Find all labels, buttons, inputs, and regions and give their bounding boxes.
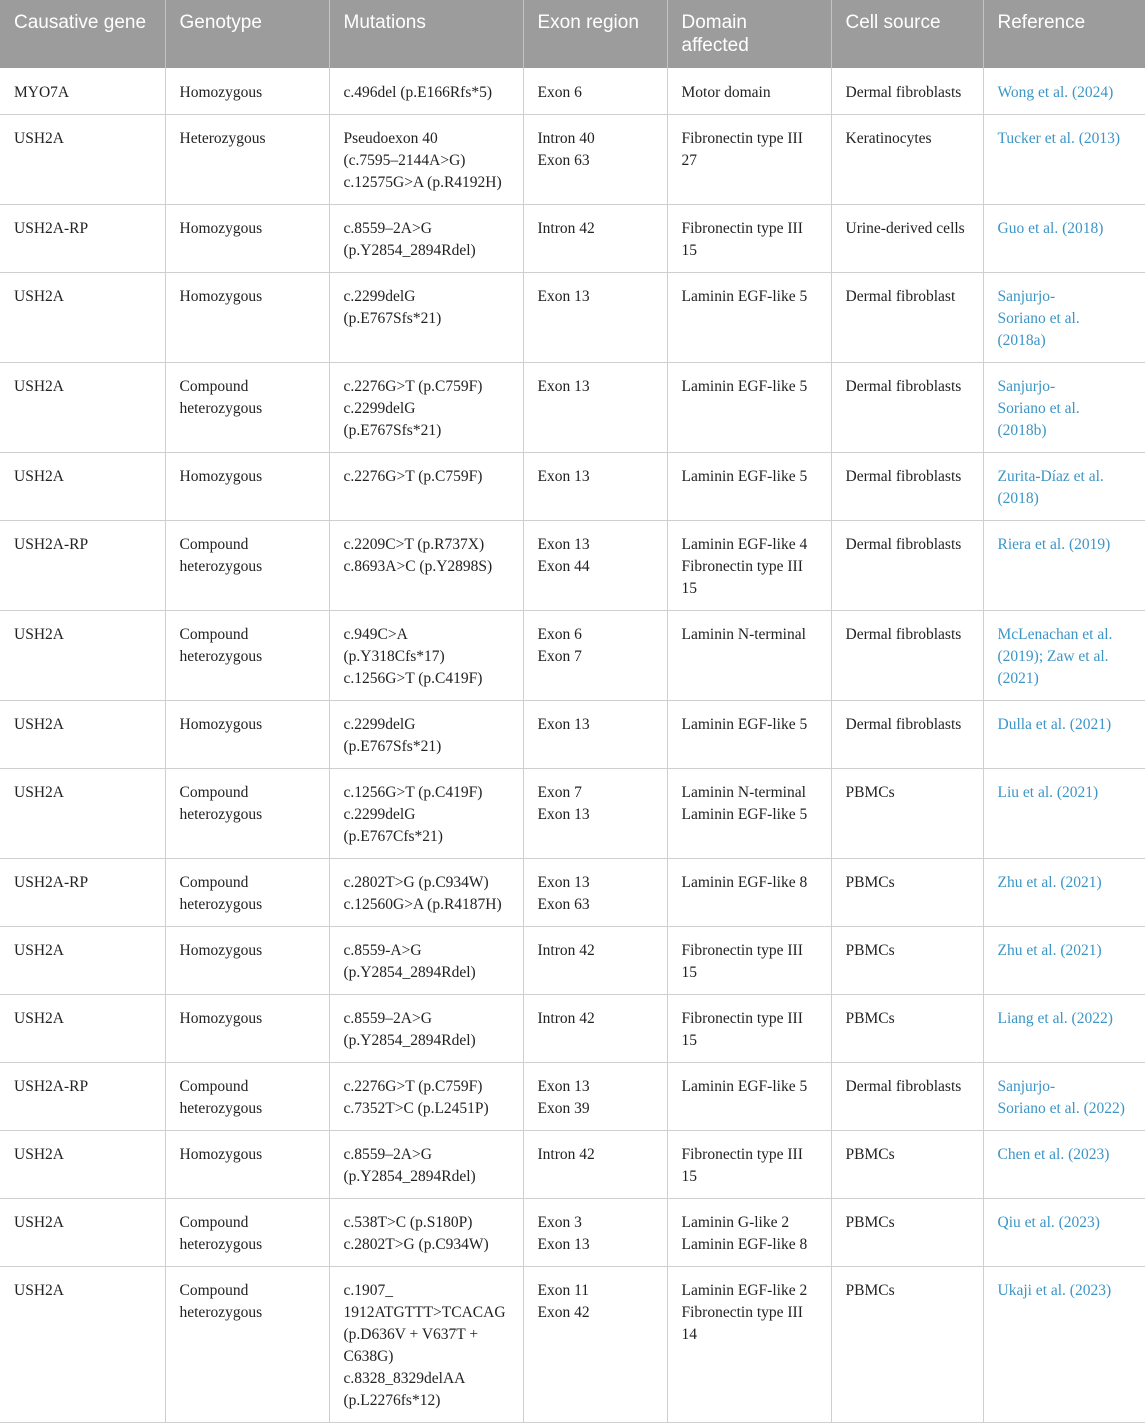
genotype-cell: Homozygous [165, 995, 329, 1063]
gene-cell: USH2A [0, 995, 165, 1063]
mutations-cell-line: c.2299delG [343, 400, 416, 417]
table-row [0, 611, 1145, 701]
mutations-cell [329, 205, 523, 273]
genotype-cell: Compound heterozygous [165, 769, 329, 859]
mutations-cell [329, 701, 523, 769]
cell-source-cell: PBMCs [831, 1131, 983, 1199]
reference-link-line[interactable]: Riera et al. (2019) [997, 536, 1111, 553]
table-row [0, 273, 1145, 363]
reference-link-line[interactable]: Sanjurjo- [997, 1078, 1056, 1095]
mutations-cell-line: c.8559–2A>G [343, 1146, 432, 1163]
genotype-cell: Homozygous [165, 927, 329, 995]
mutations-cell [329, 115, 523, 205]
mutations-cell-line: (c.7595–2144A>G) [343, 152, 466, 169]
reference-link [983, 205, 1145, 273]
reference-link-line[interactable]: Zurita-Díaz et al. [997, 468, 1104, 485]
cell-source-cell: Dermal fibroblast [831, 273, 983, 363]
domain-affected-cell [667, 363, 831, 453]
reference-link-line[interactable]: (2018) [997, 490, 1039, 507]
domain-affected-cell-line: Laminin EGF-like 5 [681, 468, 808, 485]
mutations-cell-line: c.8328_8329delAA [343, 1370, 466, 1387]
domain-affected-cell-line: Fibronectin type III [681, 1010, 803, 1027]
reference-link-line[interactable]: Liang et al. (2022) [997, 1010, 1113, 1027]
exon-region-cell-line: Exon 13 [537, 1078, 590, 1095]
genotype-cell: Compound heterozygous [165, 859, 329, 927]
mutations-cell-line: (p.E767Sfs*21) [343, 310, 442, 327]
domain-affected-cell-line: Laminin EGF-like 5 [681, 1078, 808, 1095]
mutations-cell-line: 1912ATGTTT>TCACAG [343, 1304, 506, 1321]
exon-region-cell [523, 1267, 667, 1423]
exon-region-cell-line: Exon 7 [537, 784, 582, 801]
exon-region-cell [523, 273, 667, 363]
reference-link [983, 363, 1145, 453]
domain-affected-cell-line: Laminin EGF-like 5 [681, 288, 808, 305]
domain-affected-cell [667, 68, 831, 115]
mutations-cell-line: c.12575G>A (p.R4192H) [343, 174, 502, 191]
domain-affected-cell-line: Laminin N-terminal [681, 626, 806, 643]
exon-region-cell [523, 995, 667, 1063]
mutations-cell-line: (p.E767Sfs*21) [343, 422, 442, 439]
exon-region-cell [523, 611, 667, 701]
mutations-cell [329, 1199, 523, 1267]
genotype-cell: Heterozygous [165, 115, 329, 205]
gene-cell: USH2A-RP [0, 521, 165, 611]
table-row [0, 1131, 1145, 1199]
reference-link-line[interactable]: (2019); Zaw et al. [997, 648, 1109, 665]
exon-region-cell-line: Exon 13 [537, 806, 590, 823]
mutations-cell-line: c.2299delG [343, 716, 416, 733]
table-row [0, 68, 1145, 115]
mutations-cell [329, 521, 523, 611]
reference-link [983, 273, 1145, 363]
table-row [0, 115, 1145, 205]
mutations-cell [329, 769, 523, 859]
domain-affected-cell [667, 115, 831, 205]
reference-link [983, 1199, 1145, 1267]
domain-affected-cell [667, 453, 831, 521]
domain-affected-cell-line: Laminin EGF-like 5 [681, 806, 808, 823]
table-row [0, 1267, 1145, 1423]
reference-link [983, 701, 1145, 769]
domain-affected-cell-line: Laminin EGF-like 8 [681, 874, 808, 891]
exon-region-cell-line: Intron 40 [537, 130, 595, 147]
reference-link-line[interactable]: (2021) [997, 670, 1039, 687]
mutations-cell-line: c.538T>C (p.S180P) [343, 1214, 473, 1231]
exon-region-cell-line: Exon 13 [537, 874, 590, 891]
reference-link-line[interactable]: Soriano et al. [997, 400, 1080, 417]
exon-region-cell [523, 1131, 667, 1199]
domain-affected-cell-line: 15 [681, 964, 697, 981]
header-domain-affected: Domain affected [667, 0, 831, 68]
reference-link [983, 995, 1145, 1063]
mutations-cell-line: (p.Y2854_2894Rdel) [343, 242, 476, 259]
genotype-cell: Compound heterozygous [165, 611, 329, 701]
exon-region-cell [523, 205, 667, 273]
domain-affected-cell-line: Fibronectin type III [681, 942, 803, 959]
reference-link [983, 769, 1145, 859]
exon-region-cell-line: Exon 13 [537, 288, 590, 305]
gene-cell: USH2A [0, 1199, 165, 1267]
reference-link [983, 453, 1145, 521]
genotype-cell: Compound heterozygous [165, 1199, 329, 1267]
exon-region-cell-line: Exon 13 [537, 378, 590, 395]
reference-link-line[interactable]: Liu et al. (2021) [997, 784, 1099, 801]
gene-cell: USH2A [0, 611, 165, 701]
reference-link-line[interactable]: (2018b) [997, 422, 1047, 439]
cell-source-cell: Dermal fibroblasts [831, 1063, 983, 1131]
mutations-cell [329, 68, 523, 115]
table-row [0, 769, 1145, 859]
exon-region-cell [523, 1199, 667, 1267]
cell-source-cell: PBMCs [831, 1199, 983, 1267]
exon-region-cell [523, 521, 667, 611]
exon-region-cell-line: Exon 6 [537, 84, 582, 101]
reference-link [983, 115, 1145, 205]
genotype-cell: Compound heterozygous [165, 1063, 329, 1131]
header-causative-gene: Causative gene [0, 0, 165, 68]
reference-link [983, 611, 1145, 701]
table-row [0, 1199, 1145, 1267]
domain-affected-cell [667, 995, 831, 1063]
exon-region-cell [523, 68, 667, 115]
mutations-cell-line: C638G) [343, 1348, 394, 1365]
cell-source-cell: PBMCs [831, 859, 983, 927]
cell-source-cell: PBMCs [831, 927, 983, 995]
mutations-cell-line: c.2209C>T (p.R737X) [343, 536, 485, 553]
mutations-cell [329, 1267, 523, 1423]
domain-affected-cell-line: Motor domain [681, 84, 771, 101]
exon-region-cell-line: Exon 13 [537, 536, 590, 553]
exon-region-cell [523, 363, 667, 453]
header-exon-region: Exon region [523, 0, 667, 68]
genotype-cell: Compound heterozygous [165, 1267, 329, 1423]
domain-affected-cell-line: 15 [681, 580, 697, 597]
domain-affected-cell-line: Fibronectin type III [681, 1146, 803, 1163]
domain-affected-cell-line: Laminin EGF-like 4 [681, 536, 808, 553]
reference-link-line[interactable]: Soriano et al. (2022) [997, 1100, 1125, 1117]
mutations-cell-line: Pseudoexon 40 [343, 130, 438, 147]
exon-region-cell [523, 927, 667, 995]
mutations-cell-line: c.949C>A [343, 626, 408, 643]
mutations-cell-line: c.496del (p.E166Rfs*5) [343, 84, 493, 101]
exon-region-cell-line: Intron 42 [537, 942, 595, 959]
exon-region-cell [523, 115, 667, 205]
domain-affected-cell [667, 273, 831, 363]
mutations-cell-line: c.7352T>C (p.L2451P) [343, 1100, 489, 1117]
genotype-cell: Homozygous [165, 453, 329, 521]
genotype-cell: Homozygous [165, 701, 329, 769]
mutations-cell-line: (p.Y318Cfs*17) [343, 648, 445, 665]
mutations-cell-line: c.2276G>T (p.C759F) [343, 1078, 483, 1095]
domain-affected-cell-line: Fibronectin type III [681, 1304, 803, 1321]
mutations-cell [329, 611, 523, 701]
exon-region-cell [523, 1063, 667, 1131]
gene-cell: USH2A [0, 1131, 165, 1199]
header-genotype: Genotype [165, 0, 329, 68]
domain-affected-cell-line: Fibronectin type III [681, 558, 803, 575]
domain-affected-cell [667, 1267, 831, 1423]
reference-link-line[interactable]: (2018a) [997, 332, 1046, 349]
exon-region-cell-line: Intron 42 [537, 1010, 595, 1027]
mutations-cell [329, 453, 523, 521]
reference-link [983, 859, 1145, 927]
mutations-cell-line: c.2299delG [343, 806, 416, 823]
cell-source-cell: Dermal fibroblasts [831, 611, 983, 701]
exon-region-cell-line: Exon 11 [537, 1282, 590, 1299]
mutations-cell [329, 927, 523, 995]
mutations-cell [329, 273, 523, 363]
mutations-cell-line: (p.Y2854_2894Rdel) [343, 1168, 476, 1185]
reference-link-line[interactable]: Zhu et al. (2021) [997, 942, 1102, 959]
reference-link [983, 521, 1145, 611]
cell-source-cell: PBMCs [831, 1267, 983, 1423]
table-header [0, 0, 1145, 68]
domain-affected-cell-line: 27 [681, 152, 697, 169]
cell-source-cell: Dermal fibroblasts [831, 68, 983, 115]
genotype-cell: Compound heterozygous [165, 521, 329, 611]
reference-link [983, 1063, 1145, 1131]
reference-link-line[interactable]: Dulla et al. (2021) [997, 716, 1112, 733]
reference-link [983, 1267, 1145, 1423]
exon-region-cell-line: Exon 13 [537, 1236, 590, 1253]
mutations-cell-line: c.2802T>G (p.C934W) [343, 1236, 489, 1253]
exon-region-cell-line: Exon 7 [537, 648, 582, 665]
genotype-cell: Homozygous [165, 1131, 329, 1199]
exon-region-cell [523, 859, 667, 927]
domain-affected-cell-line: Laminin EGF-like 2 [681, 1282, 808, 1299]
gene-cell: USH2A [0, 115, 165, 205]
exon-region-cell-line: Exon 3 [537, 1214, 582, 1231]
reference-link-line[interactable]: Sanjurjo- [997, 288, 1056, 305]
gene-cell: USH2A [0, 363, 165, 453]
exon-region-cell-line: Exon 44 [537, 558, 590, 575]
table-row [0, 453, 1145, 521]
domain-affected-cell-line: Laminin EGF-like 5 [681, 716, 808, 733]
reference-link [983, 68, 1145, 115]
mutations-cell-line: (p.D636V + V637T + [343, 1326, 479, 1343]
exon-region-cell-line: Exon 6 [537, 626, 582, 643]
exon-region-cell-line: Exon 13 [537, 716, 590, 733]
domain-affected-cell-line: 15 [681, 1168, 697, 1185]
mutations-cell-line: c.2802T>G (p.C934W) [343, 874, 489, 891]
genotype-cell: Compound heterozygous [165, 363, 329, 453]
cell-source-cell: PBMCs [831, 995, 983, 1063]
mutations-cell-line: c.1256G>T (p.C419F) [343, 784, 483, 801]
domain-affected-cell [667, 859, 831, 927]
exon-region-cell-line: Exon 63 [537, 896, 590, 913]
mutations-cell-line: (p.E767Sfs*21) [343, 738, 442, 755]
domain-affected-cell-line: Fibronectin type III [681, 130, 803, 147]
mutations-cell-line: c.2276G>T (p.C759F) [343, 378, 483, 395]
reference-link-line[interactable]: Tucker et al. (2013) [997, 130, 1121, 147]
mutations-cell-line: c.1256G>T (p.C419F) [343, 670, 483, 687]
table-row [0, 859, 1145, 927]
exon-region-cell-line: Exon 42 [537, 1304, 590, 1321]
mutations-cell-line: c.2299delG [343, 288, 416, 305]
exon-region-cell [523, 701, 667, 769]
gene-cell: USH2A [0, 701, 165, 769]
mutations-cell [329, 1063, 523, 1131]
header-mutations: Mutations [329, 0, 523, 68]
gene-cell: USH2A-RP [0, 859, 165, 927]
cell-source-cell: Dermal fibroblasts [831, 453, 983, 521]
mutations-cell-line: c.8559–2A>G [343, 220, 432, 237]
mutations-cell [329, 363, 523, 453]
domain-affected-cell-line: Laminin N-terminal [681, 784, 806, 801]
header-row [0, 0, 1145, 68]
exon-region-cell [523, 453, 667, 521]
mutations-cell-line: c.2276G>T (p.C759F) [343, 468, 483, 485]
domain-affected-cell [667, 611, 831, 701]
cell-source-cell: PBMCs [831, 769, 983, 859]
header-cell-source: Cell source [831, 0, 983, 68]
genotype-cell: Homozygous [165, 205, 329, 273]
reference-link-line[interactable]: Chen et al. (2023) [997, 1146, 1110, 1163]
domain-affected-cell [667, 205, 831, 273]
mutations-cell [329, 859, 523, 927]
genotype-cell: Homozygous [165, 273, 329, 363]
mutations-cell-line: c.12560G>A (p.R4187H) [343, 896, 502, 913]
gene-cell: USH2A [0, 927, 165, 995]
domain-affected-cell-line: Fibronectin type III [681, 220, 803, 237]
table-row [0, 927, 1145, 995]
gene-cell: USH2A-RP [0, 1063, 165, 1131]
mutations-cell-line: (p.E767Cfs*21) [343, 828, 443, 845]
exon-region-cell-line: Exon 13 [537, 468, 590, 485]
genotype-cell: Homozygous [165, 68, 329, 115]
mutations-cell-line: c.8693A>C (p.Y2898S) [343, 558, 493, 575]
domain-affected-cell [667, 1063, 831, 1131]
mutations-cell-line: c.1907_ [343, 1282, 394, 1299]
table-body [0, 68, 1145, 1423]
gene-cell: MYO7A [0, 68, 165, 115]
gene-cell: USH2A [0, 769, 165, 859]
exon-region-cell [523, 769, 667, 859]
domain-affected-cell-line: Laminin G-like 2 [681, 1214, 790, 1231]
domain-affected-cell [667, 1131, 831, 1199]
reference-link-line[interactable]: Guo et al. (2018) [997, 220, 1104, 237]
mutations-cell-line: c.8559–2A>G [343, 1010, 432, 1027]
cell-source-cell: Dermal fibroblasts [831, 363, 983, 453]
domain-affected-cell [667, 521, 831, 611]
domain-affected-cell [667, 701, 831, 769]
mutations-cell-line: (p.L2276fs*12) [343, 1392, 441, 1409]
exon-region-cell-line: Intron 42 [537, 1146, 595, 1163]
table-row [0, 205, 1145, 273]
reference-link-line[interactable]: Zhu et al. (2021) [997, 874, 1102, 891]
gene-cell: USH2A [0, 453, 165, 521]
domain-affected-cell [667, 1199, 831, 1267]
mutations-cell [329, 995, 523, 1063]
gene-cell: USH2A [0, 1267, 165, 1423]
reference-link [983, 927, 1145, 995]
reference-link-line[interactable]: Qiu et al. (2023) [997, 1214, 1100, 1231]
reference-link-line[interactable]: Ukaji et al. (2023) [997, 1282, 1112, 1299]
mutations-cell-line: (p.Y2854_2894Rdel) [343, 964, 476, 981]
domain-affected-cell-line: 14 [681, 1326, 697, 1343]
mutations-cell-line: (p.Y2854_2894Rdel) [343, 1032, 476, 1049]
domain-affected-cell [667, 927, 831, 995]
cell-source-cell: Dermal fibroblasts [831, 521, 983, 611]
exon-region-cell-line: Intron 42 [537, 220, 595, 237]
reference-link [983, 1131, 1145, 1199]
reference-link-line[interactable]: Wong et al. (2024) [997, 84, 1114, 101]
gene-cell: USH2A [0, 273, 165, 363]
mutations-cell [329, 1131, 523, 1199]
reference-link-line[interactable]: Soriano et al. [997, 310, 1080, 327]
cell-source-cell: Keratinocytes [831, 115, 983, 205]
domain-affected-cell-line: Laminin EGF-like 5 [681, 378, 808, 395]
domain-affected-cell-line: Laminin EGF-like 8 [681, 1236, 808, 1253]
domain-affected-cell-line: 15 [681, 1032, 697, 1049]
exon-region-cell-line: Exon 39 [537, 1100, 590, 1117]
table-row [0, 363, 1145, 453]
table-row [0, 995, 1145, 1063]
table-row [0, 521, 1145, 611]
reference-link-line[interactable]: Sanjurjo- [997, 378, 1056, 395]
cell-source-cell: Dermal fibroblasts [831, 701, 983, 769]
table-row [0, 701, 1145, 769]
table-row [0, 1063, 1145, 1131]
gene-cell: USH2A-RP [0, 205, 165, 273]
header-reference: Reference [983, 0, 1145, 68]
domain-affected-cell [667, 769, 831, 859]
domain-affected-cell-line: 15 [681, 242, 697, 259]
mutations-cell-line: c.8559-A>G [343, 942, 422, 959]
exon-region-cell-line: Exon 63 [537, 152, 590, 169]
cell-source-cell: Urine-derived cells [831, 205, 983, 273]
reference-link-line[interactable]: McLenachan et al. [997, 626, 1113, 643]
